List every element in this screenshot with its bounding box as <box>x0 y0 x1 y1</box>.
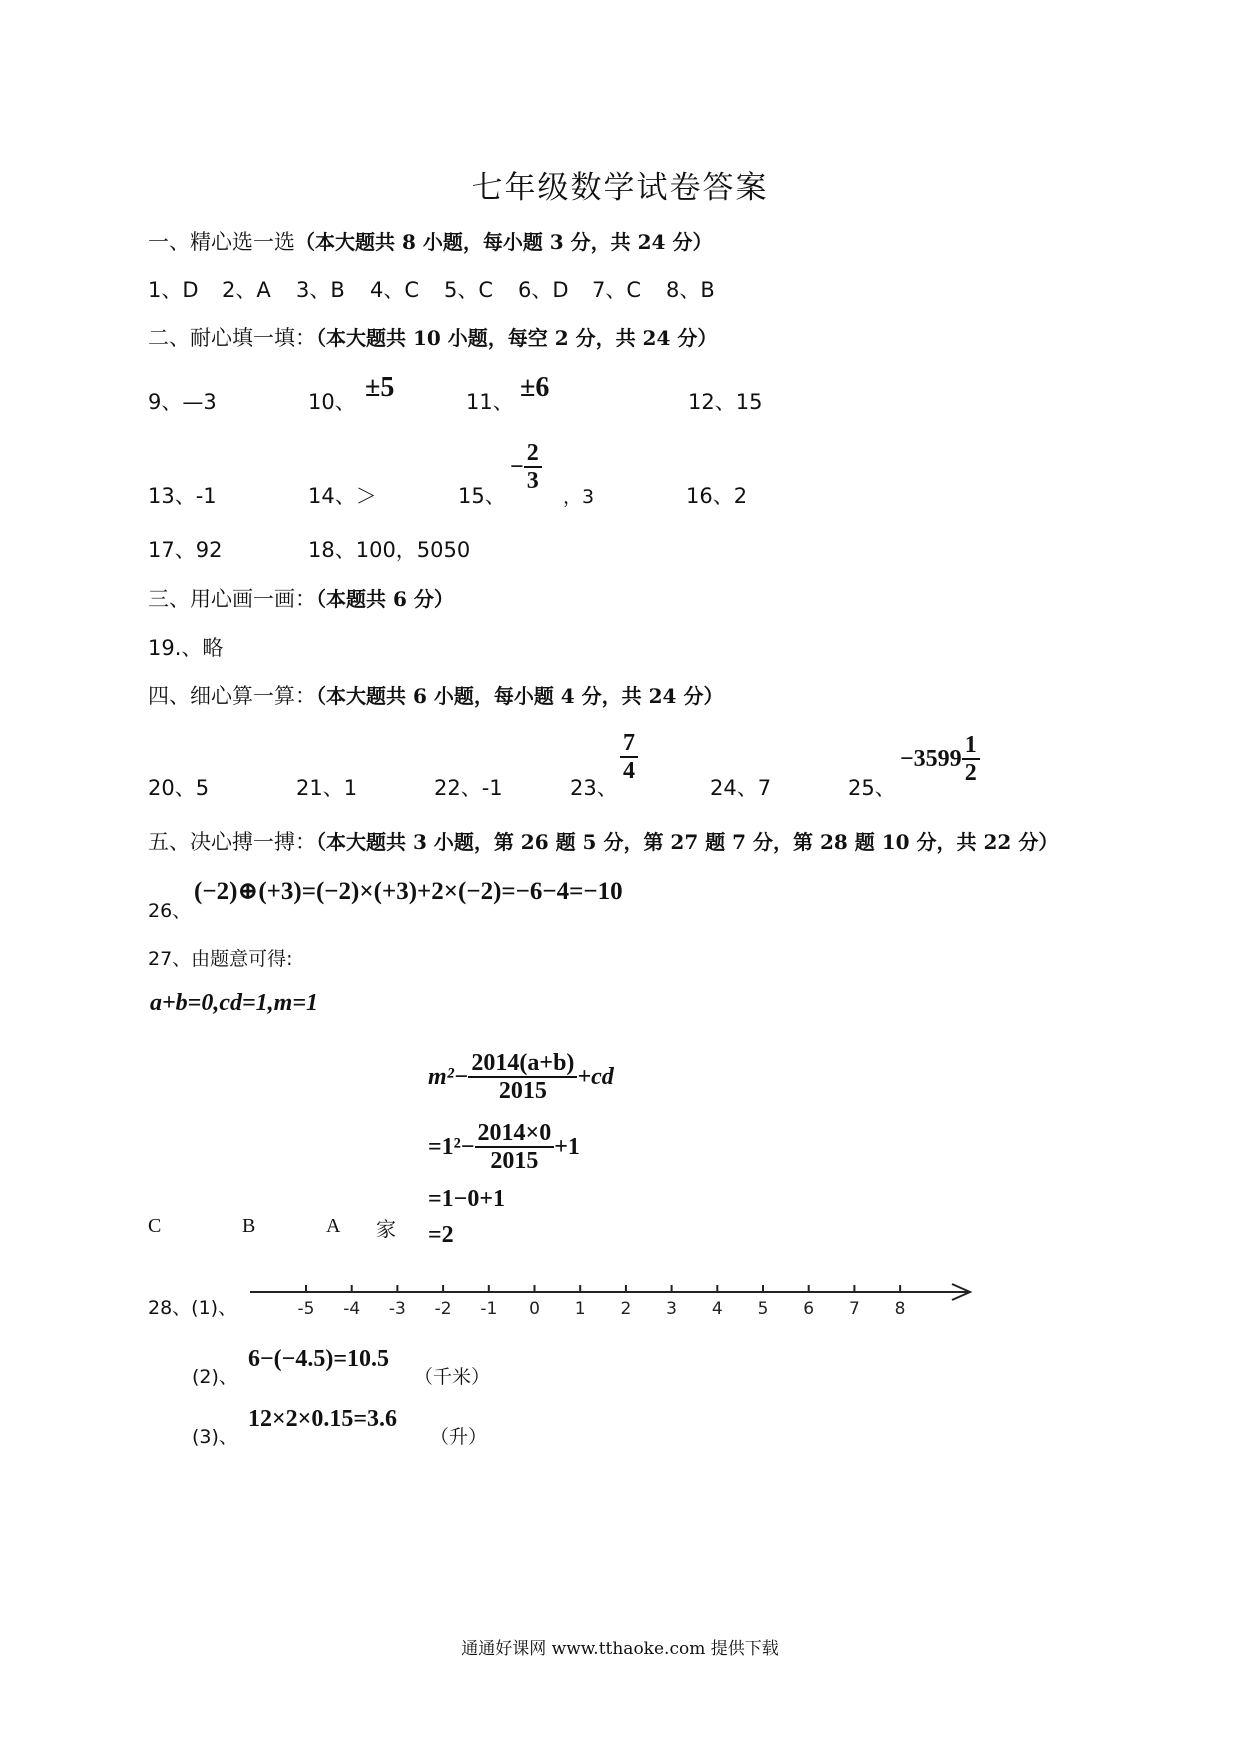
fraction <box>620 730 638 785</box>
fraction-numerator: 2 <box>524 440 542 468</box>
q28-part3-expression: 12×2×0.15=3.6 <box>248 1406 398 1432</box>
answer-11-value: ±6 <box>520 372 550 403</box>
q27-line-1-suffix: +cd <box>577 1063 614 1090</box>
answer-23-label: 23、 <box>570 776 618 800</box>
tick-label: 7 <box>848 1299 860 1319</box>
fraction-numerator: 7 <box>620 730 638 758</box>
tick-label: -5 <box>297 1299 315 1319</box>
number-line <box>240 1272 980 1322</box>
section-1-answers <box>148 274 199 304</box>
section-2-note: （本大题共 10 小题，每空 2 分，共 24 分） <box>316 326 718 350</box>
q28-part3-unit: （升） <box>430 1426 488 1448</box>
q27-label: 27、由题意可得: <box>148 948 293 970</box>
q28-part2-unit: （千米） <box>414 1366 491 1388</box>
q27-line-1-prefix: m²− <box>428 1063 469 1090</box>
tick-label: 6 <box>803 1299 815 1319</box>
answer-2: 2、A <box>222 278 271 302</box>
q28-part1-label: 28、(1)、 <box>148 1297 238 1319</box>
section-3-heading <box>148 583 454 613</box>
answer-1: 1、D <box>148 278 199 302</box>
section-5-title: 五、决心搏一搏： <box>148 830 316 854</box>
answer-25-label: 25、 <box>848 776 896 800</box>
tick-label: 4 <box>711 1299 723 1319</box>
fraction <box>468 1050 577 1105</box>
answer-15-label: 15、 <box>458 484 506 508</box>
section-1-heading <box>148 226 712 256</box>
answer-16: 16、2 <box>686 484 748 508</box>
fraction-numerator: 1 <box>962 732 980 760</box>
section-1-title: 一、精心选一选 <box>148 230 295 254</box>
section-2-title: 二、耐心填一填： <box>148 326 316 350</box>
q27-given: a+b=0,cd=1,m=1 <box>150 990 319 1016</box>
fraction-denominator: 4 <box>623 758 635 785</box>
q28-part2-expression: 6−(−4.5)=10.5 <box>248 1346 390 1372</box>
answer-11-label: 11、 <box>466 390 514 414</box>
tick-label: 2 <box>620 1299 632 1319</box>
q27-line-3: =1−0+1 <box>428 1186 506 1212</box>
point-label-home: 家 <box>376 1219 396 1241</box>
section-3-note: （本题共 6 分） <box>316 587 454 611</box>
tick-label: 3 <box>666 1299 678 1319</box>
tick-label: -3 <box>388 1299 406 1319</box>
fraction-numerator: 2014×0 <box>475 1120 555 1148</box>
answer-8: 8、B <box>666 278 715 302</box>
answer-22: 22、-1 <box>434 776 503 800</box>
fraction-denominator: 2 <box>964 760 977 787</box>
answer-4: 4、C <box>370 278 420 302</box>
section-1-note: （本大题共 8 小题，每小题 3 分，共 24 分） <box>295 230 713 254</box>
answer-20: 20、5 <box>148 776 210 800</box>
footer: 通通好课网 www.tthaoke.com 提供下载 <box>461 1639 779 1659</box>
fraction-denominator: 3 <box>526 468 539 495</box>
answer-19: 19.、略 <box>148 636 224 660</box>
answer-17: 17、92 <box>148 538 223 562</box>
tick-label: -1 <box>480 1299 498 1319</box>
page-title: 七年级数学试卷答案 <box>471 170 769 206</box>
section-2-heading <box>148 322 717 352</box>
q27-line-4: =2 <box>428 1222 454 1248</box>
answer-25-whole: −3599 <box>900 745 962 772</box>
section-5-note: （本大题共 3 小题，第 26 题 5 分，第 27 题 7 分，第 28 题 10 分，共 22 分） <box>316 830 1059 854</box>
tick-label: 5 <box>757 1299 769 1319</box>
q27-line-2-prefix: =1²− <box>428 1133 475 1160</box>
answer-3: 3、B <box>296 278 345 302</box>
answer-15-fraction <box>510 440 542 495</box>
section-5-heading <box>148 826 1058 856</box>
tick-label: 1 <box>574 1299 586 1319</box>
q26-expression: (−2)⊕(+3)=(−2)×(+3)+2×(−2)=−6−4=−10 <box>194 878 623 905</box>
fraction-numerator: 2014(a+b) <box>468 1050 577 1078</box>
answer-18: 18、100，5050 <box>308 538 471 562</box>
fraction <box>524 440 542 495</box>
q28-part2-label: (2)、 <box>192 1366 238 1388</box>
answer-5: 5、C <box>444 278 494 302</box>
answer-15-tail: ，3 <box>563 486 595 508</box>
answer-14: 14、＞ <box>308 484 377 508</box>
section-4-note: （本大题共 6 小题，每小题 4 分，共 24 分） <box>316 684 724 708</box>
answer-21: 21、1 <box>296 776 358 800</box>
answer-12: 12、15 <box>688 390 763 414</box>
tick-label: -4 <box>343 1299 361 1319</box>
answer-15-sign: − <box>510 453 524 480</box>
answer-24: 24、7 <box>710 776 772 800</box>
section-4-title: 四、细心算一算： <box>148 684 316 708</box>
q27-line-1 <box>428 1050 614 1105</box>
answer-7: 7、C <box>592 278 642 302</box>
q26-label: 26、 <box>148 900 192 922</box>
answer-13: 13、-1 <box>148 484 217 508</box>
answer-6: 6、D <box>518 278 569 302</box>
tick-label: 8 <box>894 1299 906 1319</box>
q28-part3-label: (3)、 <box>192 1426 238 1448</box>
fraction <box>475 1120 555 1175</box>
tick-label: 0 <box>529 1299 540 1319</box>
answer-10-value: ±5 <box>365 372 395 403</box>
answer-25-mixed-number <box>900 732 980 787</box>
answer-10-label: 10、 <box>308 390 356 414</box>
answer-9: 9、—3 <box>148 390 217 414</box>
point-label-a: A <box>326 1215 341 1237</box>
q27-line-2 <box>428 1120 580 1175</box>
section-3-title: 三、用心画一画： <box>148 587 316 611</box>
fraction-denominator: 2015 <box>498 1078 547 1105</box>
fraction <box>962 732 980 787</box>
fraction-denominator: 2015 <box>490 1148 539 1175</box>
section-4-heading <box>148 680 723 710</box>
point-label-b: B <box>242 1215 256 1237</box>
tick-label: -2 <box>434 1299 452 1319</box>
point-label-c: C <box>148 1215 162 1237</box>
q27-line-2-suffix: +1 <box>554 1133 580 1160</box>
answer-23-fraction <box>620 730 638 785</box>
